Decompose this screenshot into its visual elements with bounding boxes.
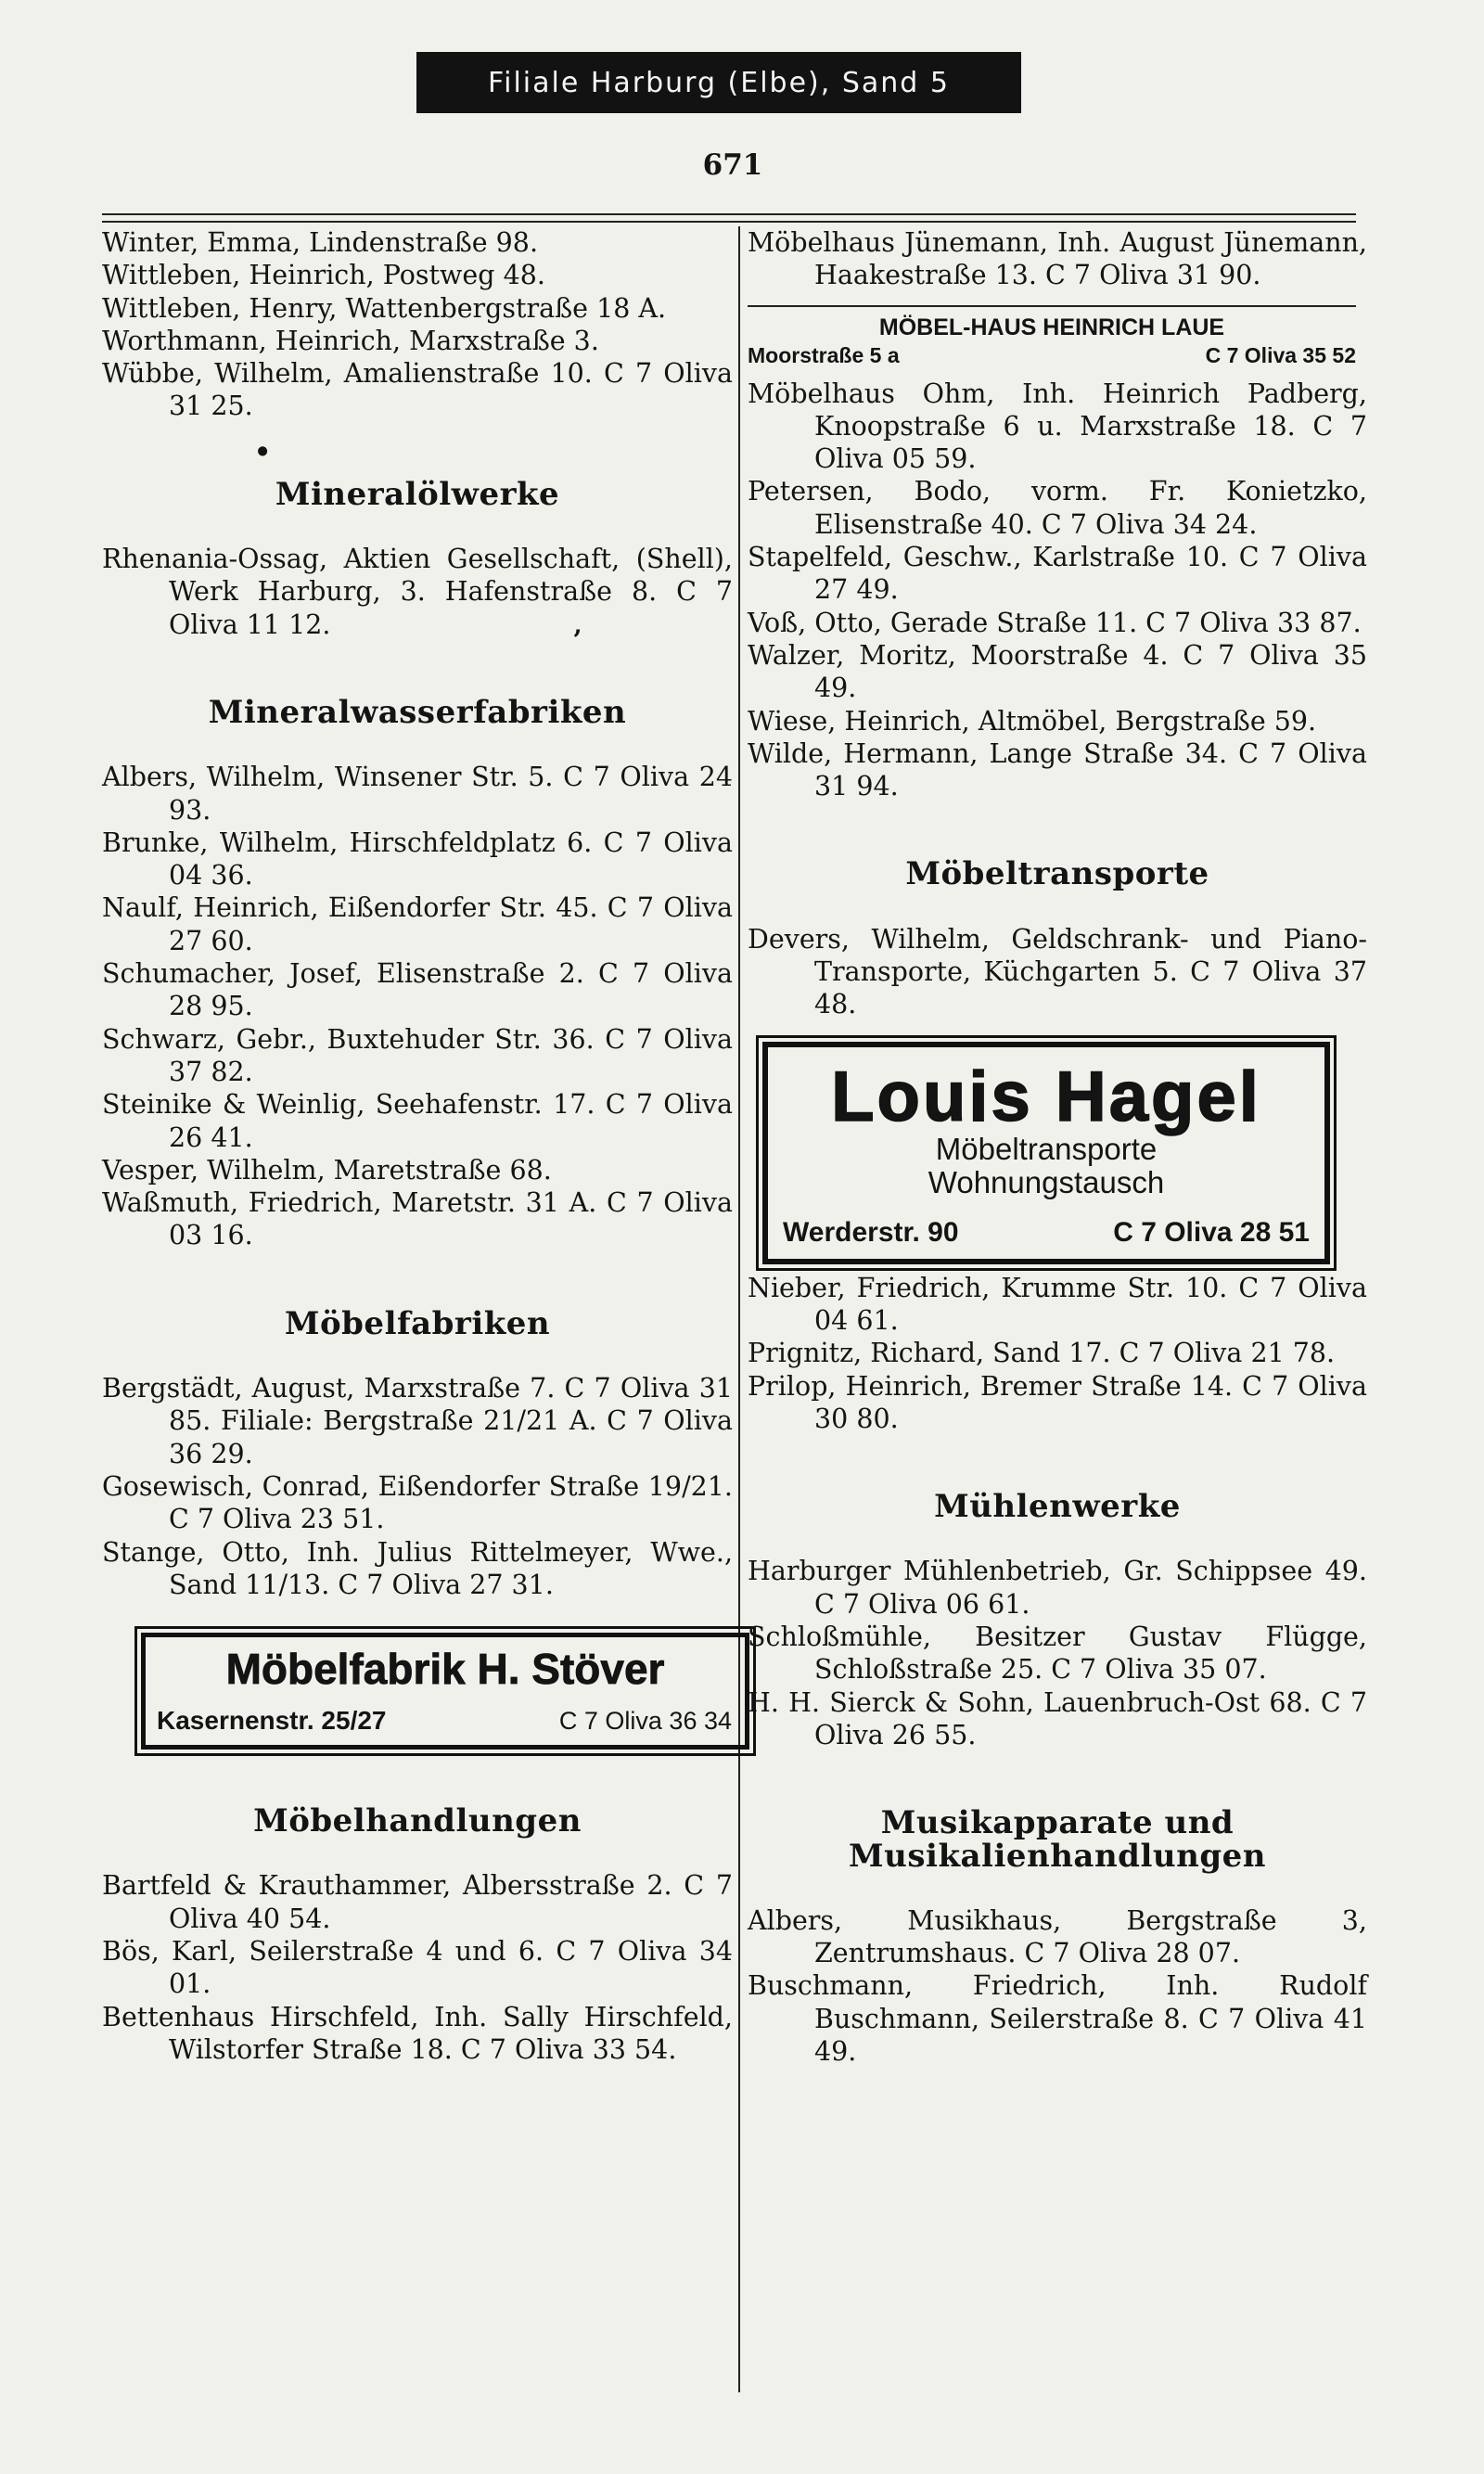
advert-laue: [748, 305, 1356, 368]
list-item: Harburger Mühlenbetrieb, Gr. Schippsee 49. C 7 Oliva 06 61.: [748, 1556, 1367, 1620]
list-item: Naulf, Heinrich, Eißendorfer Str. 45. C 7 Oliva 27 60.: [102, 892, 733, 956]
stray-dot-glyph: •: [254, 435, 272, 468]
page-number: 671: [702, 148, 763, 182]
section-heading: Mineralölwerke: [275, 475, 560, 513]
advert-address: Werderstr. 90: [783, 1217, 959, 1249]
branch-banner: Filiale Harburg (Elbe), Sand 5: [416, 52, 1021, 113]
advert-footer: [157, 1704, 732, 1737]
advert-phone: C 7 Oliva 36 34: [558, 1706, 732, 1735]
right-column: [748, 226, 1367, 2068]
list-item: Devers, Wilhelm, Geldschrank- und Piano-Transporte, Küchgarten 5. C 7 Oliva 37 48.: [748, 923, 1367, 1020]
list-item: Voß, Otto, Gerade Straße 11. C 7 Oliva 33 87.: [748, 607, 1362, 638]
list-item: Schwarz, Gebr., Buxtehuder Str. 36. C 7 Oliva 37 82.: [102, 1023, 733, 1087]
list-item: Wittleben, Henry, Wattenbergstraße 18 A.: [102, 292, 667, 324]
list-item: Vesper, Wilhelm, Maretstraße 68.: [102, 1154, 552, 1186]
list-item: Bös, Karl, Seilerstraße 4 und 6. C 7 Oliva 34 01.: [102, 1935, 733, 2000]
list-item: Worthmann, Heinrich, Marxstraße 3.: [102, 325, 599, 356]
list-item: Rhenania-Ossag, Aktien Gesellschaft, (Shell), Werk Harburg, 3. Hafenstraße 8. C 7 Oliva 11 12. ‚: [102, 544, 733, 640]
list-item: Wübbe, Wilhelm, Amalienstraße 10. C 7 Oliva 31 25.: [102, 358, 733, 422]
entry-text: Rhenania-Ossag, Aktien Gesellschaft, (Shell), Werk Harburg, 3. Hafenstraße 8. C 7 Oliva 11 12.: [102, 544, 733, 640]
list-item: Petersen, Bodo, vorm. Fr. Konietzko, Elisenstraße 40. C 7 Oliva 34 24.: [748, 476, 1367, 540]
left-column: [102, 226, 733, 2066]
list-item: H. H. Sierck & Sohn, Lauenbruch-Ost 68. C 7 Oliva 26 55.: [748, 1686, 1367, 1750]
list-item: Albers, Musikhaus, Bergstraße 3, Zentrumshaus. C 7 Oliva 28 07.: [748, 1904, 1367, 1969]
list-item: Schloßmühle, Besitzer Gustav Flügge, Schloßstraße 25. C 7 Oliva 35 07.: [748, 1622, 1367, 1686]
advert-name: MÖBEL-HAUS HEINRICH LAUE: [878, 314, 1225, 340]
advert-footer: [783, 1216, 1310, 1249]
list-item: Bettenhaus Hirschfeld, Inh. Sally Hirschfeld, Wilstorfer Straße 18. C 7 Oliva 33 54.: [102, 2001, 733, 2065]
list-item: Möbelhaus Jünemann, Inh. August Jünemann, Haakestraße 13. C 7 Oliva 31 90.: [748, 227, 1367, 291]
list-item: Bergstädt, August, Marxstraße 7. C 7 Oliva 31 85. Filiale: Bergstraße 21/21 A. C 7 Oliva 36 29.: [102, 1373, 733, 1469]
list-item: Stapelfeld, Geschw., Karlstraße 10. C 7 Oliva 27 49.: [748, 542, 1367, 606]
section-heading: Möbelhandlungen: [253, 1802, 582, 1840]
column-divider: [738, 226, 740, 2392]
section-heading: Möbeltransporte: [905, 855, 1209, 893]
list-item: Wilde, Hermann, Lange Straße 34. C 7 Oliva 31 94.: [748, 737, 1367, 802]
advert-stover: [141, 1633, 749, 1750]
section-heading: Mühlenwerke: [934, 1488, 1181, 1526]
list-item: Bartfeld & Krauthammer, Albersstraße 2. C 7 Oliva 40 54.: [102, 1870, 733, 1934]
advert-line: Möbeltransporte: [935, 1131, 1158, 1166]
top-rule-lower: [102, 221, 1356, 223]
advert-address: Kasernenstr. 25/27: [157, 1705, 387, 1735]
advert-hagel: [762, 1042, 1330, 1264]
list-item: Wiese, Heinrich, Altmöbel, Bergstraße 59.: [748, 705, 1317, 737]
advert-footer: [748, 342, 1356, 368]
section-heading: Musikapparate und Musikalienhandlungen: [849, 1804, 1266, 1875]
list-item: Stange, Otto, Inh. Julius Rittelmeyer, Wwe., Sand 11/13. C 7 Oliva 27 31.: [102, 1536, 733, 1600]
advert-name: Louis Hagel: [831, 1057, 1261, 1136]
advert-line: Wohnungstausch: [928, 1164, 1165, 1199]
list-item: Prilop, Heinrich, Bremer Straße 14. C 7 Oliva 30 80.: [748, 1370, 1367, 1434]
advert-phone: C 7 Oliva 35 52: [1205, 342, 1356, 367]
section-heading: Mineralwasserfabriken: [208, 693, 627, 731]
list-item: Waßmuth, Friedrich, Maretstr. 31 A. C 7 Oliva 03 16.: [102, 1187, 733, 1251]
list-item: Prignitz, Richard, Sand 17. C 7 Oliva 21 78.: [748, 1338, 1336, 1369]
top-rule: [102, 213, 1356, 215]
list-item: Schumacher, Josef, Elisenstraße 2. C 7 Oliva 28 95.: [102, 958, 733, 1022]
list-item: Brunke, Wilhelm, Hirschfeldplatz 6. C 7 Oliva 04 36.: [102, 827, 733, 891]
list-item: Wittleben, Heinrich, Postweg 48.: [102, 260, 545, 291]
advert-phone: C 7 Oliva 28 51: [1113, 1217, 1310, 1249]
list-item: Nieber, Friedrich, Krumme Str. 10. C 7 Oliva 04 61.: [748, 1272, 1367, 1336]
list-item: Winter, Emma, Lindenstraße 98.: [102, 227, 538, 258]
list-item: Walzer, Moritz, Moorstraße 4. C 7 Oliva 35 49.: [748, 639, 1367, 704]
advert-name: Möbelfabrik H. Stöver: [225, 1645, 665, 1694]
list-item: Möbelhaus Ohm, Inh. Heinrich Padberg, Knoopstraße 6 u. Marxstraße 18. C 7 Oliva 05 59.: [748, 378, 1367, 475]
advert-address: Moorstraße 5 a: [748, 342, 900, 367]
section-heading: Möbelfabriken: [284, 1304, 551, 1342]
list-item: Steinike & Weinlig, Seehafenstr. 17. C 7 Oliva 26 41.: [102, 1089, 733, 1153]
list-item: Albers, Wilhelm, Winsener Str. 5. C 7 Oliva 24 93.: [102, 762, 733, 826]
list-item: Buschmann, Friedrich, Inh. Rudolf Buschmann, Seilerstraße 8. C 7 Oliva 41 49.: [748, 1970, 1367, 2067]
list-item: Gosewisch, Conrad, Eißendorfer Straße 19/21. C 7 Oliva 23 51.: [102, 1470, 733, 1535]
